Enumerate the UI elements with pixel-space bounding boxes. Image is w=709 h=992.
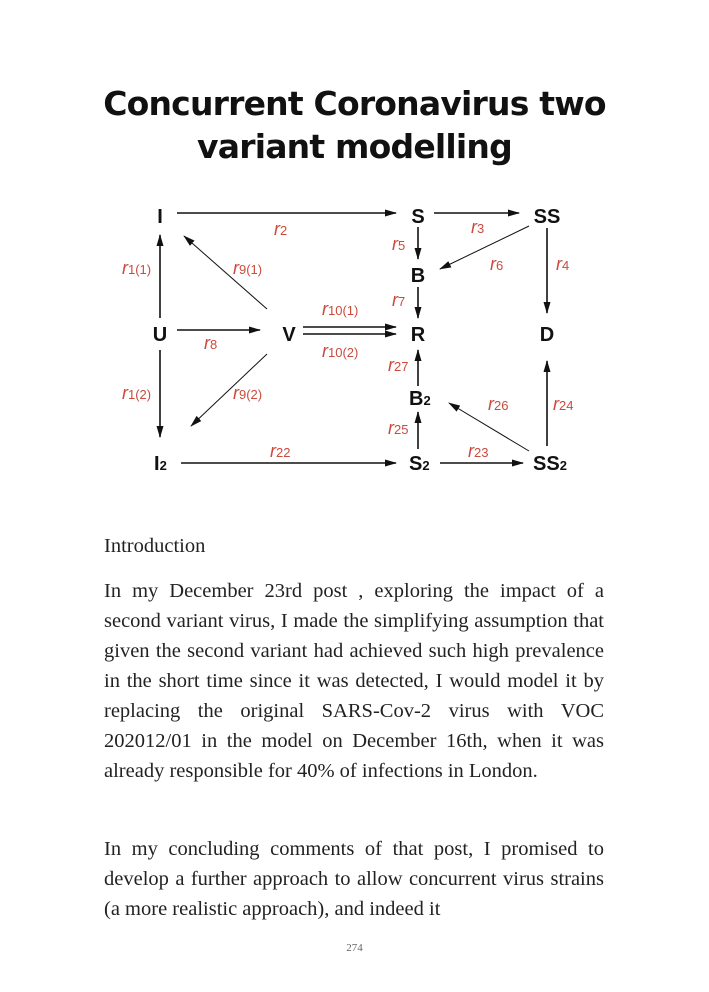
rate-label: r25 — [388, 418, 409, 438]
rate-label: r6 — [490, 254, 504, 274]
rate-label: r4 — [556, 254, 570, 274]
node-i2: I2 — [154, 453, 167, 475]
node-v: V — [282, 324, 296, 346]
rate-label: r26 — [488, 394, 509, 414]
rate-label: r7 — [392, 290, 406, 310]
rate-label: r2 — [274, 219, 288, 239]
paragraph: In my December 23rd post , exploring the impact of a second variant virus, I made the simplifying assumption that given the second variant had achieved such high prevalence in the short time since it was detected, I would model it by replacing the original SARS-Cov-2 virus with VOC 202012/01 in the model on December 16th, when it was already responsible for 40% of infections in London. — [104, 580, 604, 782]
rate-label: r1(1) — [122, 258, 152, 278]
node-r: R — [410, 324, 426, 346]
node-ss2: SS2 — [533, 453, 567, 475]
rate-label: r9(1) — [233, 258, 263, 278]
node-s: S — [411, 206, 425, 228]
rate-label: r1(2) — [122, 383, 152, 403]
section-heading: Introduction — [104, 535, 206, 557]
node-b: B — [410, 265, 426, 287]
rate-label: r10(2) — [322, 341, 359, 361]
node-d: D — [539, 324, 555, 346]
rate-label: r9(2) — [233, 383, 263, 403]
rate-label: r5 — [392, 234, 406, 254]
title-line-2: variant modelling — [197, 127, 512, 166]
rate-label: r23 — [468, 441, 489, 461]
page-number: 274 — [346, 942, 363, 954]
node-i: I — [157, 206, 163, 228]
rate-label: r3 — [471, 217, 485, 237]
node-s2: S2 — [409, 453, 430, 475]
node-b2: B2 — [409, 388, 431, 410]
node-ss: SS — [533, 206, 561, 228]
title-line-1: Concurrent Coronavirus two — [103, 84, 606, 123]
rate-label: r27 — [388, 355, 409, 375]
rate-label: r24 — [553, 394, 574, 414]
node-u: U — [152, 324, 168, 346]
rate-label: r10(1) — [322, 299, 359, 319]
rate-label: r22 — [270, 441, 291, 461]
arrow-ss-to-b — [440, 226, 529, 269]
paragraph: In my concluding comments of that post, I promised to develop a further approach to allow concurrent virus strains (a more realistic approach), and indeed it — [104, 838, 604, 920]
rate-label: r8 — [204, 333, 218, 353]
